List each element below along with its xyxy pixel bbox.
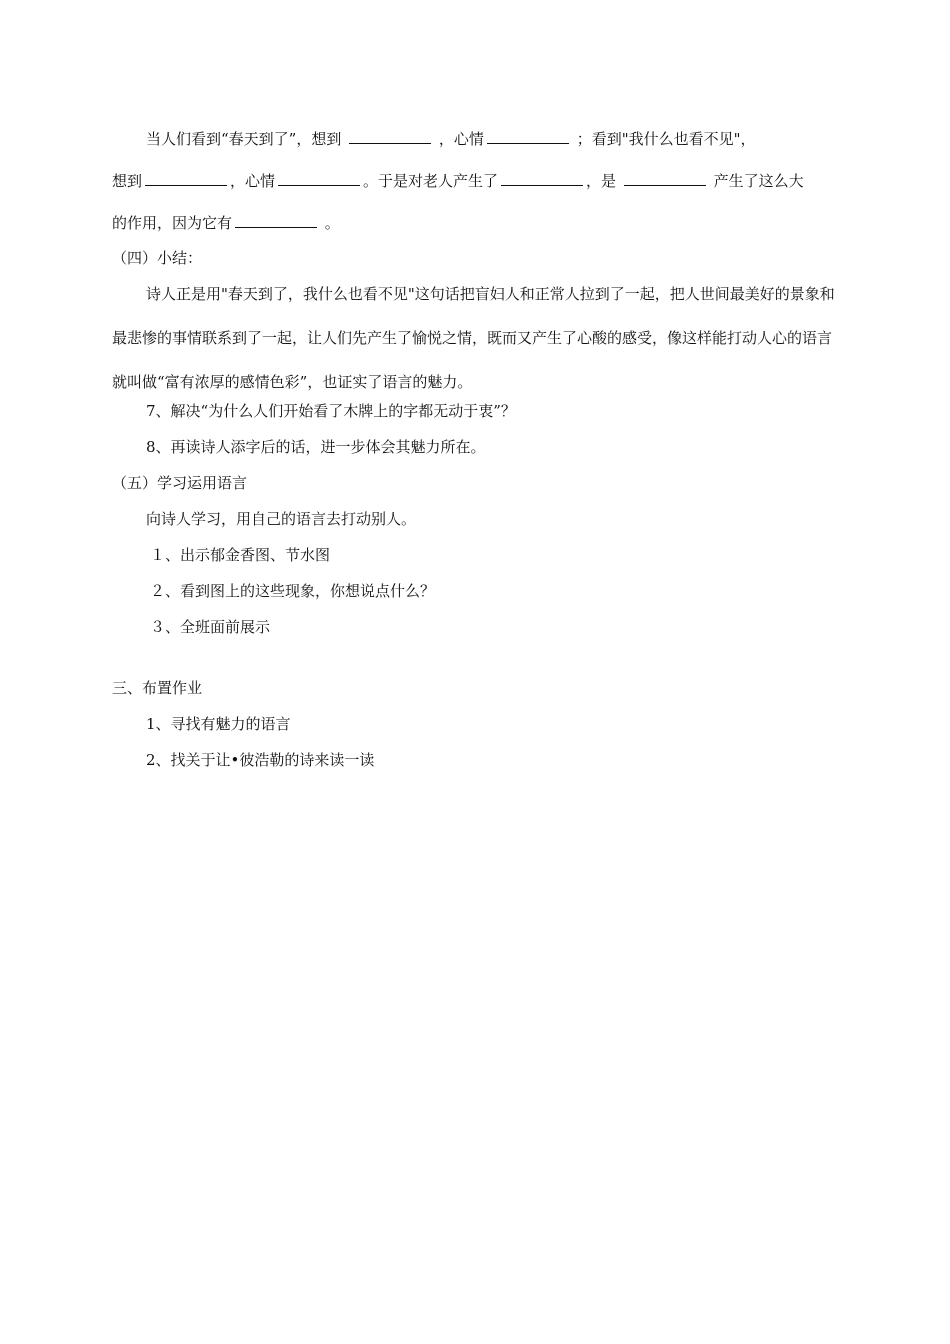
answer-blank[interactable] bbox=[278, 171, 360, 186]
fill-line-2 bbox=[112, 170, 804, 191]
text-seg: ，心情 bbox=[438, 130, 484, 148]
text-seg: 想到 bbox=[112, 172, 143, 190]
summary-text: 诗人正是用"春天到了，我什么也看不见"这句话把盲妇人和正常人拉到了一起，把人世间最美好的景象和最悲惨的事情联系到了一起，让人们先产生了愉悦之情，既而又产生了心酸的感受，像这样能打动人心的语言就叫做“富有浓厚的感情色彩”，也证实了语言的魅力。 bbox=[112, 285, 835, 391]
answer-blank[interactable] bbox=[145, 171, 227, 186]
text-seg: 。 bbox=[324, 214, 340, 232]
list-item: 1、寻找有魅力的语言 bbox=[146, 715, 291, 733]
section-5-intro: 向诗人学习，用自己的语言去打动别人。 bbox=[146, 510, 417, 528]
answer-blank[interactable] bbox=[501, 171, 583, 186]
list-item: ２、看到图上的这些现象，你想说点什么？ bbox=[150, 582, 436, 600]
homework-heading: 三、布置作业 bbox=[112, 679, 203, 697]
answer-blank[interactable] bbox=[235, 213, 317, 228]
section-5-heading: （五）学习运用语言 bbox=[112, 474, 248, 492]
text-seg: 产生了这么大 bbox=[713, 172, 804, 190]
fill-line-3 bbox=[112, 212, 340, 233]
text-seg: 当人们看到“春天到了”，想到 bbox=[146, 130, 342, 148]
answer-blank[interactable] bbox=[624, 171, 706, 186]
section-4-heading: （四）小结： bbox=[112, 249, 203, 267]
answer-blank[interactable] bbox=[487, 129, 569, 144]
text-seg: ；看到"我什么也看不见"， bbox=[576, 130, 756, 148]
list-item: １、出示郁金香图、节水图 bbox=[150, 546, 331, 564]
text-seg: ，心情 bbox=[230, 172, 276, 190]
text-seg: 。于是对老人产生了 bbox=[363, 172, 499, 190]
item-7: 7、解决“为什么人们开始看了木牌上的字都无动于衷”？ bbox=[146, 402, 516, 420]
list-item: 2、找关于让•彼浩勒的诗来读一读 bbox=[146, 751, 375, 769]
summary-paragraph bbox=[112, 272, 842, 404]
text-seg: 的作用，因为它有 bbox=[112, 214, 233, 232]
answer-blank[interactable] bbox=[349, 129, 431, 144]
list-item: ３、全班面前展示 bbox=[150, 618, 271, 636]
item-8: 8、再读诗人添字后的话，进一步体会其魅力所在。 bbox=[146, 438, 486, 456]
text-seg: ，是 bbox=[586, 172, 617, 190]
fill-line-1 bbox=[146, 128, 756, 149]
